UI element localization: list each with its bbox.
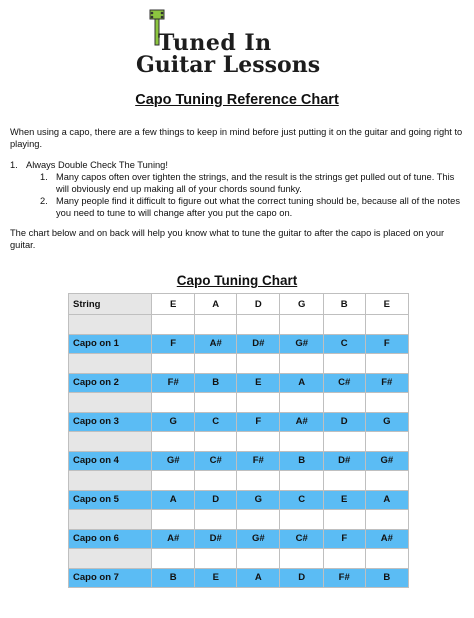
header-string-6: E	[365, 294, 408, 315]
logo-line-1: Tuned In	[158, 30, 272, 56]
spacer-cell	[280, 471, 323, 491]
page-title: Capo Tuning Reference Chart	[135, 92, 339, 108]
table-spacer-row	[69, 471, 409, 491]
note-cell: F	[323, 529, 365, 549]
note-cell: A	[280, 373, 323, 393]
spacer-cell	[237, 471, 280, 491]
spacer-cell	[152, 549, 195, 569]
spacer-cell	[69, 393, 152, 413]
note-cell: F#	[365, 373, 408, 393]
spacer-cell	[69, 354, 152, 374]
note-cell: B	[280, 451, 323, 471]
spacer-cell	[152, 471, 195, 491]
sublist-item-text: Many capos often over tighten the strings, and the result is the strings get pulled out of tune. This will obviously end up making all of your chords sound funky.	[56, 172, 455, 194]
note-cell: A#	[195, 334, 237, 354]
spacer-cell	[365, 549, 408, 569]
spacer-cell	[323, 315, 365, 335]
spacer-cell	[323, 549, 365, 569]
spacer-cell	[280, 510, 323, 530]
note-cell: A	[152, 490, 195, 510]
note-cell: F#	[237, 451, 280, 471]
note-cell: A#	[280, 412, 323, 432]
spacer-cell	[195, 549, 237, 569]
note-cell: G#	[365, 451, 408, 471]
list-item-number: 1.	[10, 160, 18, 170]
spacer-cell	[69, 549, 152, 569]
row-label: Capo on 3	[69, 412, 152, 432]
note-cell: B	[152, 568, 195, 588]
note-cell: C#	[280, 529, 323, 549]
spacer-cell	[365, 393, 408, 413]
spacer-cell	[323, 510, 365, 530]
row-label: Capo on 1	[69, 334, 152, 354]
table-header-row	[69, 294, 409, 315]
spacer-cell	[237, 393, 280, 413]
table-row	[69, 529, 409, 549]
spacer-cell	[237, 432, 280, 452]
note-cell: G	[237, 490, 280, 510]
table-spacer-row	[69, 354, 409, 374]
table-spacer-row	[69, 315, 409, 335]
logo	[128, 8, 348, 78]
header-string-4: G	[280, 294, 323, 315]
spacer-cell	[152, 315, 195, 335]
note-cell: D#	[323, 451, 365, 471]
spacer-cell	[365, 315, 408, 335]
note-cell: F	[237, 412, 280, 432]
note-cell: C	[280, 490, 323, 510]
spacer-cell	[195, 432, 237, 452]
note-cell: A#	[365, 529, 408, 549]
spacer-cell	[195, 471, 237, 491]
spacer-cell	[237, 510, 280, 530]
note-cell: G#	[237, 529, 280, 549]
spacer-cell	[69, 432, 152, 452]
spacer-cell	[152, 432, 195, 452]
outro-paragraph: The chart below and on back will help you know what to tune the guitar to after the capo is placed on your guitar.	[10, 228, 445, 250]
note-cell: F#	[323, 568, 365, 588]
note-cell: A#	[152, 529, 195, 549]
spacer-cell	[152, 510, 195, 530]
spacer-cell	[323, 393, 365, 413]
table-row	[69, 412, 409, 432]
note-cell: A	[237, 568, 280, 588]
note-cell: C#	[195, 451, 237, 471]
table-row	[69, 568, 409, 588]
table-row	[69, 334, 409, 354]
header-string-1: E	[152, 294, 195, 315]
note-cell: F	[152, 334, 195, 354]
spacer-cell	[152, 354, 195, 374]
note-cell: E	[323, 490, 365, 510]
note-cell: F	[365, 334, 408, 354]
row-label: Capo on 5	[69, 490, 152, 510]
note-cell: D	[195, 490, 237, 510]
note-cell: C	[195, 412, 237, 432]
list-item-text: Always Double Check The Tuning!	[26, 160, 168, 170]
table-spacer-row	[69, 549, 409, 569]
row-label: Capo on 6	[69, 529, 152, 549]
note-cell: B	[195, 373, 237, 393]
spacer-cell	[195, 315, 237, 335]
spacer-cell	[280, 432, 323, 452]
spacer-cell	[152, 393, 195, 413]
spacer-cell	[237, 354, 280, 374]
row-label: Capo on 2	[69, 373, 152, 393]
header-string-3: D	[237, 294, 280, 315]
table-row	[69, 451, 409, 471]
spacer-cell	[365, 471, 408, 491]
table-row	[69, 373, 409, 393]
row-label: Capo on 4	[69, 451, 152, 471]
table-spacer-row	[69, 510, 409, 530]
note-cell: E	[237, 373, 280, 393]
spacer-cell	[323, 354, 365, 374]
note-cell: B	[365, 568, 408, 588]
spacer-cell	[365, 354, 408, 374]
note-cell: D	[323, 412, 365, 432]
spacer-cell	[195, 393, 237, 413]
spacer-cell	[195, 510, 237, 530]
spacer-cell	[323, 432, 365, 452]
spacer-cell	[280, 315, 323, 335]
sublist-item-text: Many people find it difficult to figure out what the correct tuning should be, because all of the notes you need to tune to will change after you put the capo on.	[56, 196, 460, 218]
header-string-2: A	[195, 294, 237, 315]
table-row	[69, 490, 409, 510]
note-cell: G#	[152, 451, 195, 471]
note-cell: C#	[323, 373, 365, 393]
chart-title: Capo Tuning Chart	[176, 273, 298, 288]
spacer-cell	[69, 510, 152, 530]
spacer-cell	[195, 354, 237, 374]
header-string-5: B	[323, 294, 365, 315]
capo-tuning-table	[68, 293, 409, 588]
logo-line-2: Guitar Lessons	[136, 52, 321, 78]
spacer-cell	[365, 510, 408, 530]
note-cell: D	[280, 568, 323, 588]
table-spacer-row	[69, 432, 409, 452]
sublist-item-number: 1.	[40, 172, 48, 182]
note-cell: G	[365, 412, 408, 432]
row-label: Capo on 7	[69, 568, 152, 588]
note-cell: E	[195, 568, 237, 588]
note-cell: A	[365, 490, 408, 510]
spacer-cell	[280, 549, 323, 569]
table-spacer-row	[69, 393, 409, 413]
note-cell: D#	[195, 529, 237, 549]
spacer-cell	[69, 471, 152, 491]
spacer-cell	[365, 432, 408, 452]
spacer-cell	[280, 393, 323, 413]
note-cell: C	[323, 334, 365, 354]
sublist-item-number: 2.	[40, 196, 48, 206]
spacer-cell	[323, 471, 365, 491]
intro-paragraph: When using a capo, there are a few things to keep in mind before just putting it on the guitar and going right to playing.	[10, 127, 463, 149]
note-cell: G#	[280, 334, 323, 354]
spacer-cell	[280, 354, 323, 374]
spacer-cell	[69, 315, 152, 335]
note-cell: G	[152, 412, 195, 432]
spacer-cell	[237, 549, 280, 569]
spacer-cell	[237, 315, 280, 335]
note-cell: F#	[152, 373, 195, 393]
header-label: String	[69, 294, 152, 315]
note-cell: D#	[237, 334, 280, 354]
